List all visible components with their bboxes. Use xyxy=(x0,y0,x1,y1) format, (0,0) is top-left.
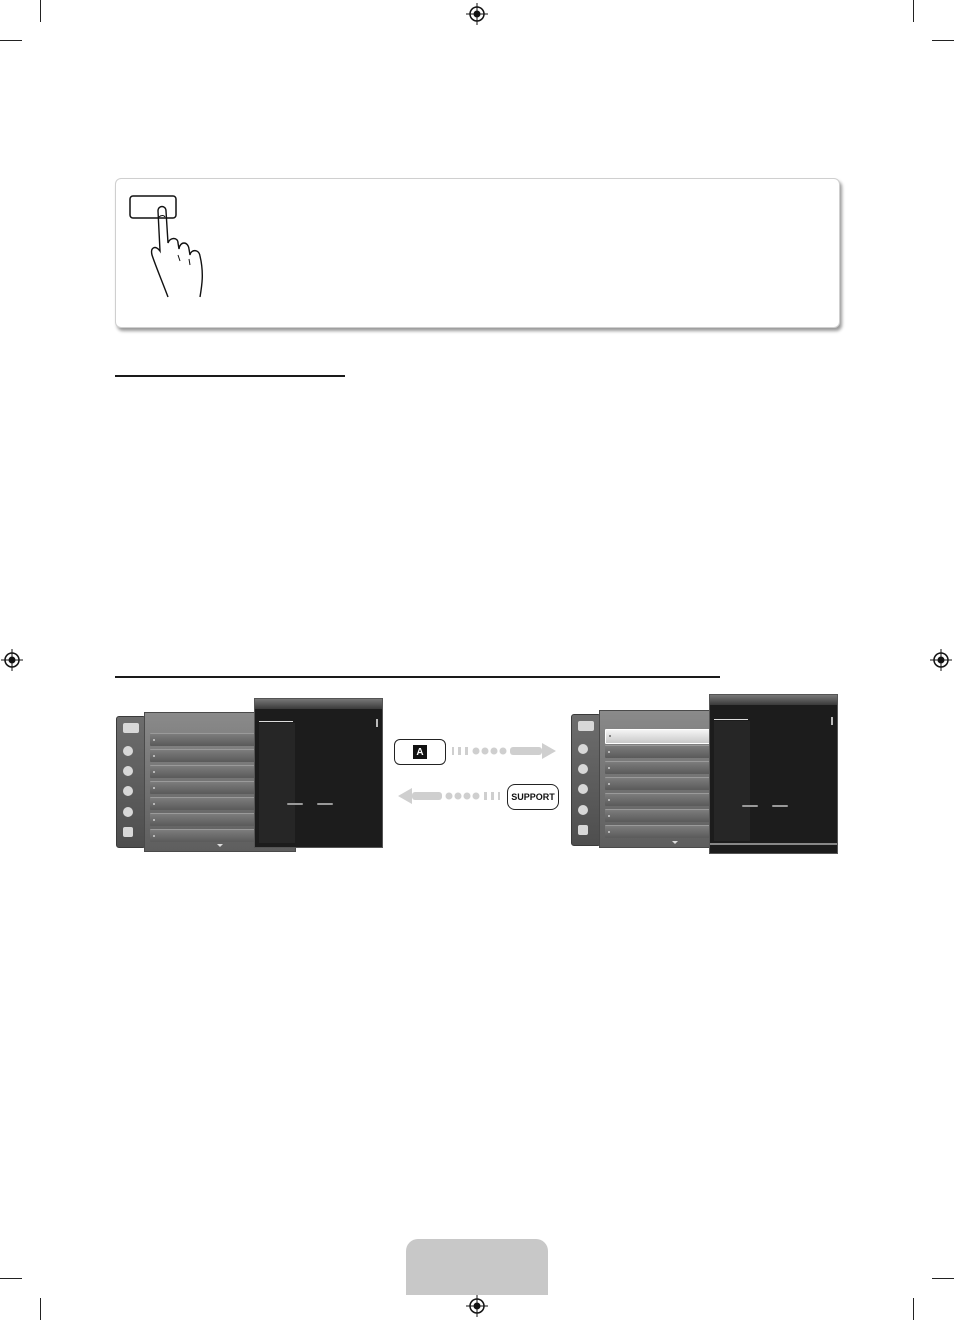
support-menu-icon xyxy=(123,827,133,837)
crop-mark xyxy=(932,40,954,41)
channel-menu-icon xyxy=(123,766,133,776)
page-number-tab xyxy=(406,1239,548,1295)
support-menu-icon xyxy=(578,825,588,835)
network-menu-icon xyxy=(123,786,133,796)
setup-gear-icon xyxy=(123,807,133,817)
scroll-down-icon xyxy=(672,841,678,844)
crop-mark xyxy=(0,1278,22,1279)
popup-button xyxy=(287,803,303,805)
crop-mark xyxy=(913,0,914,22)
scroll-down-icon xyxy=(217,844,223,847)
tv-menu-sidebar xyxy=(116,716,146,848)
tv-menu-sidebar xyxy=(571,714,601,846)
section-heading-rule xyxy=(115,375,345,377)
tv-popup-panel xyxy=(709,694,838,854)
support-key-label: SUPPORT xyxy=(511,792,555,802)
picture-menu-icon xyxy=(123,723,139,733)
picture-menu-icon xyxy=(578,721,594,731)
setup-gear-icon xyxy=(578,805,588,815)
channel-menu-icon xyxy=(578,764,588,774)
popup-button xyxy=(772,805,788,807)
finger-press-icon xyxy=(128,193,210,299)
registration-mark-icon xyxy=(466,3,488,25)
popup-button xyxy=(317,803,333,805)
section-heading-rule xyxy=(115,676,720,678)
tv-popup-panel xyxy=(254,698,383,848)
sound-menu-icon xyxy=(578,744,588,754)
arrow-left-icon xyxy=(396,787,504,805)
a-key-label: A xyxy=(413,745,427,759)
a-key-button[interactable] xyxy=(394,739,446,765)
network-menu-icon xyxy=(578,784,588,794)
sound-menu-icon xyxy=(123,746,133,756)
arrow-right-icon xyxy=(450,742,558,760)
registration-mark-icon xyxy=(466,1295,488,1317)
crop-mark xyxy=(40,0,41,22)
registration-mark-icon xyxy=(1,649,23,671)
registration-mark-icon xyxy=(930,649,952,671)
crop-mark xyxy=(0,40,22,41)
crop-mark xyxy=(913,1298,914,1320)
popup-button xyxy=(742,805,758,807)
crop-mark xyxy=(932,1278,954,1279)
tip-box xyxy=(115,178,840,328)
crop-mark xyxy=(40,1298,41,1320)
support-key-button[interactable] xyxy=(507,784,559,810)
